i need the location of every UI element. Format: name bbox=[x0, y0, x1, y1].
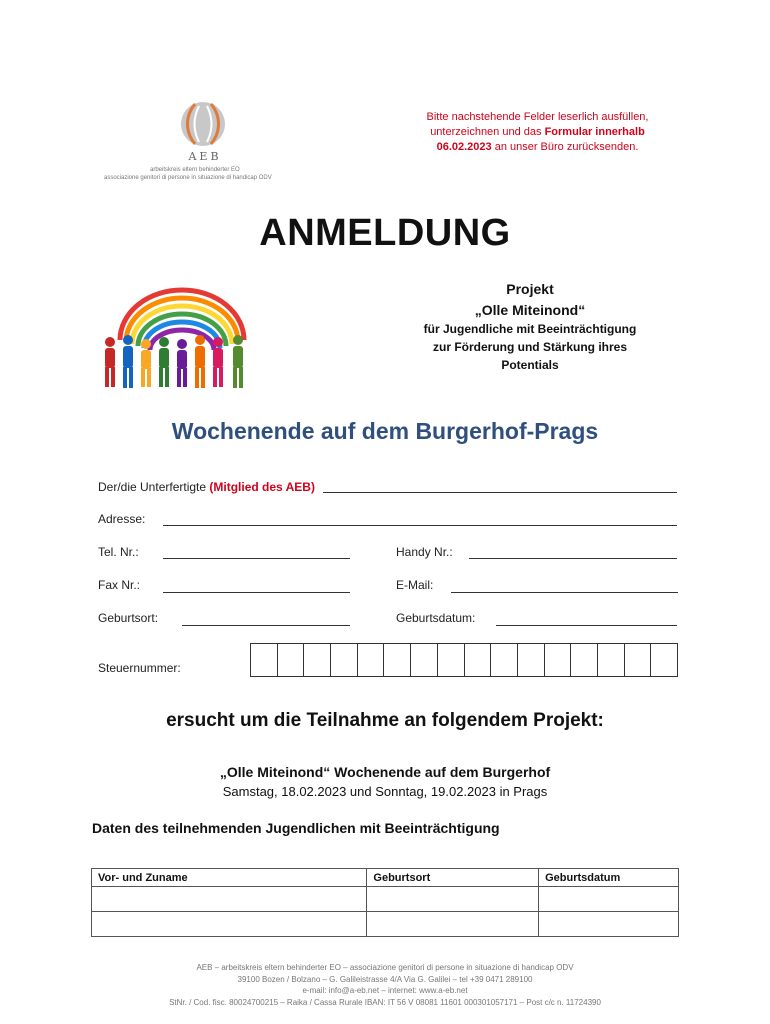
tax-label: Steuernummer: bbox=[98, 661, 181, 675]
birthdate-cell[interactable] bbox=[539, 887, 679, 912]
footer-line-2: 39100 Bozen / Bolzano – G. Galileistrasse 4/A Via G. Galilei – tel +39 0471 289100 bbox=[237, 974, 533, 984]
project-name: „Olle Miteinond“ bbox=[474, 302, 586, 318]
page-footer bbox=[0, 962, 770, 1008]
name-cell[interactable] bbox=[92, 887, 367, 912]
tax-digit-box[interactable] bbox=[251, 644, 278, 676]
notice-deadline: Formular innerhalb 06.02.2023 bbox=[436, 126, 645, 153]
footer-line-1: AEB – arbeitskreis eltern behinderter EO – associazione genitori di persone in situazione di handicap ODV bbox=[196, 963, 574, 972]
tax-digit-box[interactable] bbox=[278, 644, 305, 676]
submission-notice bbox=[405, 110, 670, 155]
aeb-logo bbox=[104, 100, 304, 190]
tax-digit-box[interactable] bbox=[358, 644, 385, 676]
tax-digit-box[interactable] bbox=[331, 644, 358, 676]
tax-digit-box[interactable] bbox=[411, 644, 438, 676]
table-row bbox=[92, 887, 679, 912]
member-note: (Mitglied des AEB) bbox=[209, 480, 315, 494]
table-header-row bbox=[92, 869, 679, 887]
fax-label: Fax Nr.: bbox=[98, 578, 141, 592]
participants-heading: Daten des teilnehmenden Jugendlichen mit Beeinträchtigung bbox=[92, 820, 500, 836]
col-name-header: Vor- und Zuname bbox=[92, 869, 367, 887]
tax-digit-box[interactable] bbox=[384, 644, 411, 676]
mobile-label: Handy Nr.: bbox=[396, 545, 453, 559]
mobile-field[interactable] bbox=[469, 558, 677, 559]
logo-line2: associazione genitori di persone in situazione di handicap ODV bbox=[104, 175, 272, 181]
undersigned-label bbox=[98, 480, 315, 494]
project-desc-1: für Jugendliche mit Beeinträchtigung bbox=[423, 322, 637, 336]
table-row bbox=[92, 912, 679, 937]
tel-field[interactable] bbox=[163, 558, 350, 559]
name-cell[interactable] bbox=[92, 912, 367, 937]
tax-digit-box[interactable] bbox=[304, 644, 331, 676]
project-heading bbox=[400, 279, 660, 321]
birthplace-cell[interactable] bbox=[367, 887, 539, 912]
email-field[interactable] bbox=[451, 592, 678, 593]
birthdate-field[interactable] bbox=[496, 625, 677, 626]
tax-digit-box[interactable] bbox=[598, 644, 625, 676]
project-description bbox=[395, 320, 665, 374]
notice-text-1: Bitte nachstehende Felder leserlich ausfüllen, unterzeichnen und das bbox=[426, 111, 649, 138]
tax-digit-box[interactable] bbox=[651, 644, 677, 676]
birthplace-field[interactable] bbox=[182, 625, 350, 626]
logo-name: AEB bbox=[188, 150, 222, 163]
project-desc-3: Potentials bbox=[501, 358, 559, 372]
birthdate-cell[interactable] bbox=[539, 912, 679, 937]
birthplace-cell[interactable] bbox=[367, 912, 539, 937]
participants-table bbox=[91, 868, 679, 937]
logo-line1: arbeitskreis eltern behinderter EO bbox=[150, 167, 240, 173]
undersigned-field[interactable] bbox=[323, 492, 677, 493]
footer-line-4: StNr. / Cod. fisc. 80024700215 – Raika / Cassa Rurale IBAN: IT 56 V 08081 11601 000301057171 – Post c/c n. 11724390 bbox=[169, 997, 601, 1007]
aeb-logo-icon bbox=[179, 100, 227, 148]
birthdate-label: Geburtsdatum: bbox=[396, 611, 476, 625]
page-title: ANMELDUNG bbox=[259, 212, 511, 254]
notice-text-2: an unser Büro zurücksenden. bbox=[491, 141, 639, 153]
event-date: Samstag, 18.02.2023 und Sonntag, 19.02.2023 in Prags bbox=[222, 784, 548, 799]
event-name: „Olle Miteinond“ Wochenende auf dem Burgerhof bbox=[219, 764, 551, 780]
col-birthplace-header: Geburtsort bbox=[367, 869, 539, 887]
tax-digit-box[interactable] bbox=[518, 644, 545, 676]
tax-digit-box[interactable] bbox=[465, 644, 492, 676]
tax-digit-box[interactable] bbox=[625, 644, 652, 676]
address-field[interactable] bbox=[163, 525, 677, 526]
request-heading: ersucht um die Teilnahme an folgendem Projekt: bbox=[166, 710, 604, 731]
rainbow-children-illustration bbox=[98, 278, 266, 396]
address-label: Adresse: bbox=[98, 512, 146, 526]
footer-line-3: e-mail: info@a-eb.net – internet: www.a-eb.net bbox=[302, 986, 468, 995]
tel-label: Tel. Nr.: bbox=[98, 545, 139, 559]
undersigned-text: Der/die Unterfertigte bbox=[98, 480, 207, 494]
project-desc-2: zur Förderung und Stärkung ihres bbox=[432, 340, 627, 354]
event-title: Wochenende auf dem Burgerhof-Prags bbox=[171, 418, 599, 444]
tax-digit-box[interactable] bbox=[491, 644, 518, 676]
col-birthdate-header: Geburtsdatum bbox=[539, 869, 679, 887]
project-label: Projekt bbox=[506, 281, 554, 297]
children-figures bbox=[105, 335, 243, 388]
tax-digit-box[interactable] bbox=[545, 644, 572, 676]
tax-number-boxes[interactable] bbox=[250, 643, 678, 677]
fax-field[interactable] bbox=[163, 592, 350, 593]
tax-digit-box[interactable] bbox=[571, 644, 598, 676]
tax-digit-box[interactable] bbox=[438, 644, 465, 676]
email-label: E-Mail: bbox=[396, 578, 434, 592]
birthplace-label: Geburtsort: bbox=[98, 611, 159, 625]
